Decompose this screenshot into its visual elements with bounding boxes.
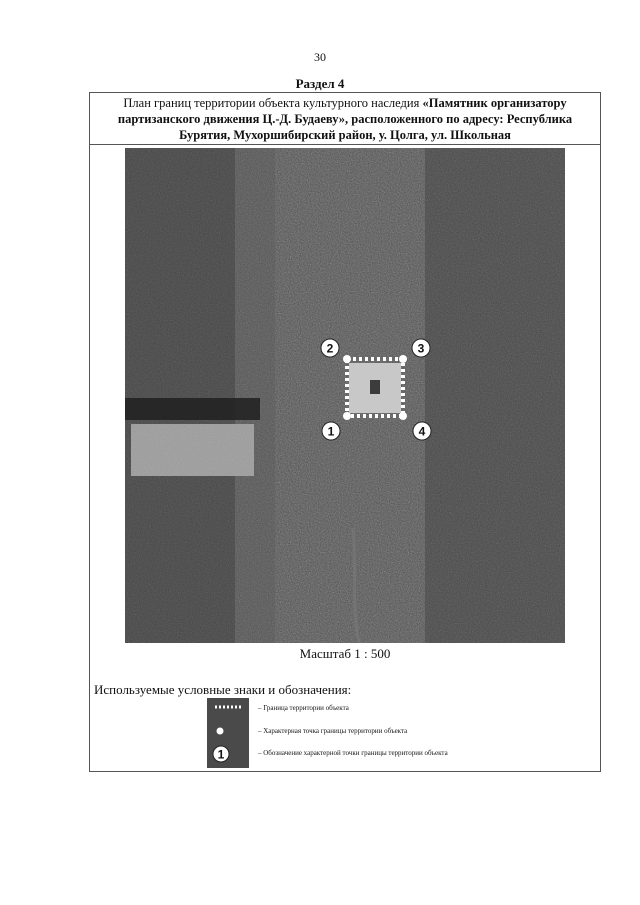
point-label-4: 4 bbox=[418, 424, 426, 439]
point-label-2: 2 bbox=[326, 341, 334, 356]
point-marker-1 bbox=[322, 422, 340, 440]
page-number: 30 bbox=[314, 50, 326, 64]
plan-title-line3: Бурятия, Мухоршибирский район, у. Цолга, ул. Школьная bbox=[179, 128, 511, 142]
point-label-3: 3 bbox=[417, 341, 425, 356]
boundary-point-dot bbox=[399, 412, 407, 420]
boundary-point-dot bbox=[343, 412, 351, 420]
point-marker-2 bbox=[321, 339, 339, 357]
plan-title-line2: партизанского движения Ц.-Д. Будаеву», расположенного по адресу: Республика bbox=[117, 112, 573, 126]
boundary-point-dot bbox=[343, 355, 351, 363]
point-label-1: 1 bbox=[327, 424, 335, 439]
legend-item-point: – Характерная точка границы территории объекта bbox=[258, 727, 408, 735]
legend-symbols bbox=[207, 698, 249, 768]
boundary-point-dot bbox=[399, 355, 407, 363]
point-marker-3 bbox=[412, 339, 430, 357]
plan-title bbox=[90, 93, 600, 145]
legend-point-symbol bbox=[217, 728, 224, 735]
point-marker-4 bbox=[413, 422, 431, 440]
section-title: Раздел 4 bbox=[295, 76, 345, 91]
legend-heading: Используемые условные знаки и обозначения: bbox=[94, 682, 352, 697]
plan-title-line1-normal: План границ территории объекта культурного наследия bbox=[123, 96, 423, 110]
legend-item-marker: – Обозначение характерной точки границы территории объекта bbox=[258, 749, 448, 757]
aerial-map bbox=[125, 148, 565, 643]
plan-title-line1-bold: «Памятник организатору bbox=[422, 96, 567, 110]
building-dark-roof bbox=[125, 398, 260, 420]
aerial-photo bbox=[125, 148, 565, 643]
map-scale: Масштаб 1 : 500 bbox=[299, 646, 391, 661]
legend-item-boundary: – Граница территории объекта bbox=[258, 704, 349, 712]
plan-frame bbox=[89, 92, 601, 772]
legend-marker-label: 1 bbox=[217, 747, 225, 762]
